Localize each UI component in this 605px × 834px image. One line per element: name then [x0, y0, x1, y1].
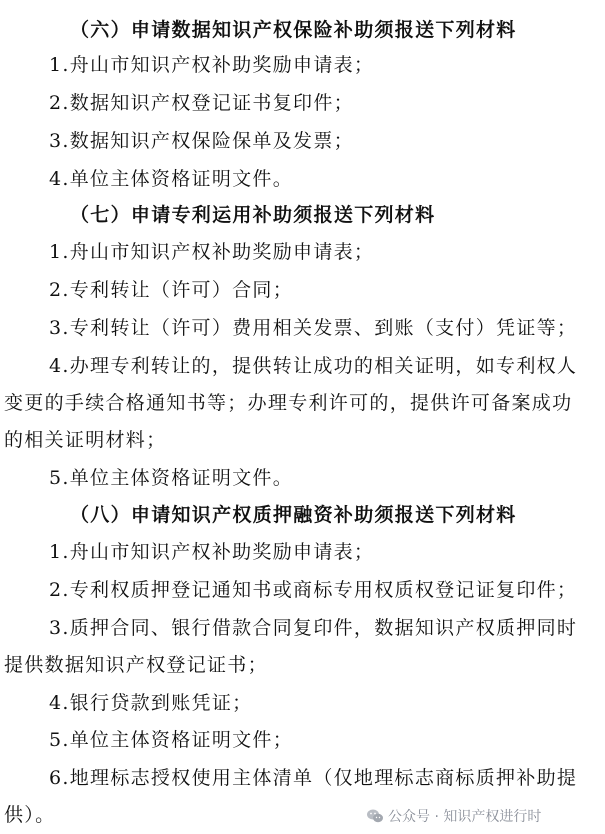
section-eight-item-1: 1.舟山市知识产权补助奖励申请表； — [49, 541, 375, 563]
section-six-item-2: 2.数据知识产权登记证书复印件； — [49, 92, 354, 114]
watermark — [366, 803, 541, 829]
section-six-item-3: 3.数据知识产权保险保单及发票； — [49, 130, 354, 152]
section-seven-item-4: 4.办理专利转让的，提供转让成功的相关证明，如专利权人 — [49, 355, 578, 377]
wechat-icon — [366, 808, 384, 824]
section-seven-item-5: 5.单位主体资格证明文件。 — [49, 467, 294, 489]
section-eight-item-4: 4.银行贷款到账凭证； — [49, 692, 253, 714]
section-six-heading: （六）申请数据知识产权保险补助须报送下列材料 — [70, 19, 517, 41]
section-seven-item-4-cont-2: 的相关证明材料； — [4, 429, 167, 451]
watermark-text: 公众号 · 知识产权进行时 — [388, 809, 542, 825]
section-eight-item-6-cont: 供）。 — [4, 804, 56, 826]
section-seven-heading: （七）申请专利运用补助须报送下列材料 — [70, 204, 436, 226]
section-seven-item-4-cont: 变更的手续合格通知书等；办理专利许可的，提供许可备案成功 — [4, 392, 573, 414]
section-eight-item-5: 5.单位主体资格证明文件； — [49, 729, 294, 751]
section-eight-item-6: 6.地理标志授权使用主体清单（仅地理标志商标质押补助提 — [49, 767, 578, 789]
section-eight-item-3-cont: 提供数据知识产权登记证书； — [4, 654, 268, 676]
section-six-item-1: 1.舟山市知识产权补助奖励申请表； — [49, 54, 375, 76]
section-six-item-4: 4.单位主体资格证明文件。 — [49, 168, 294, 190]
section-seven-item-3: 3.专利转让（许可）费用相关发票、到账（支付）凭证等； — [49, 317, 578, 339]
section-eight-item-3: 3.质押合同、银行借款合同复印件，数据知识产权质押同时 — [49, 617, 578, 639]
section-seven-item-2: 2.专利转让（许可）合同； — [49, 279, 294, 301]
section-seven-item-1: 1.舟山市知识产权补助奖励申请表； — [49, 241, 375, 263]
section-eight-item-2: 2.专利权质押登记通知书或商标专用权质权登记证复印件； — [49, 579, 578, 601]
section-eight-heading: （八）申请知识产权质押融资补助须报送下列材料 — [70, 504, 517, 526]
